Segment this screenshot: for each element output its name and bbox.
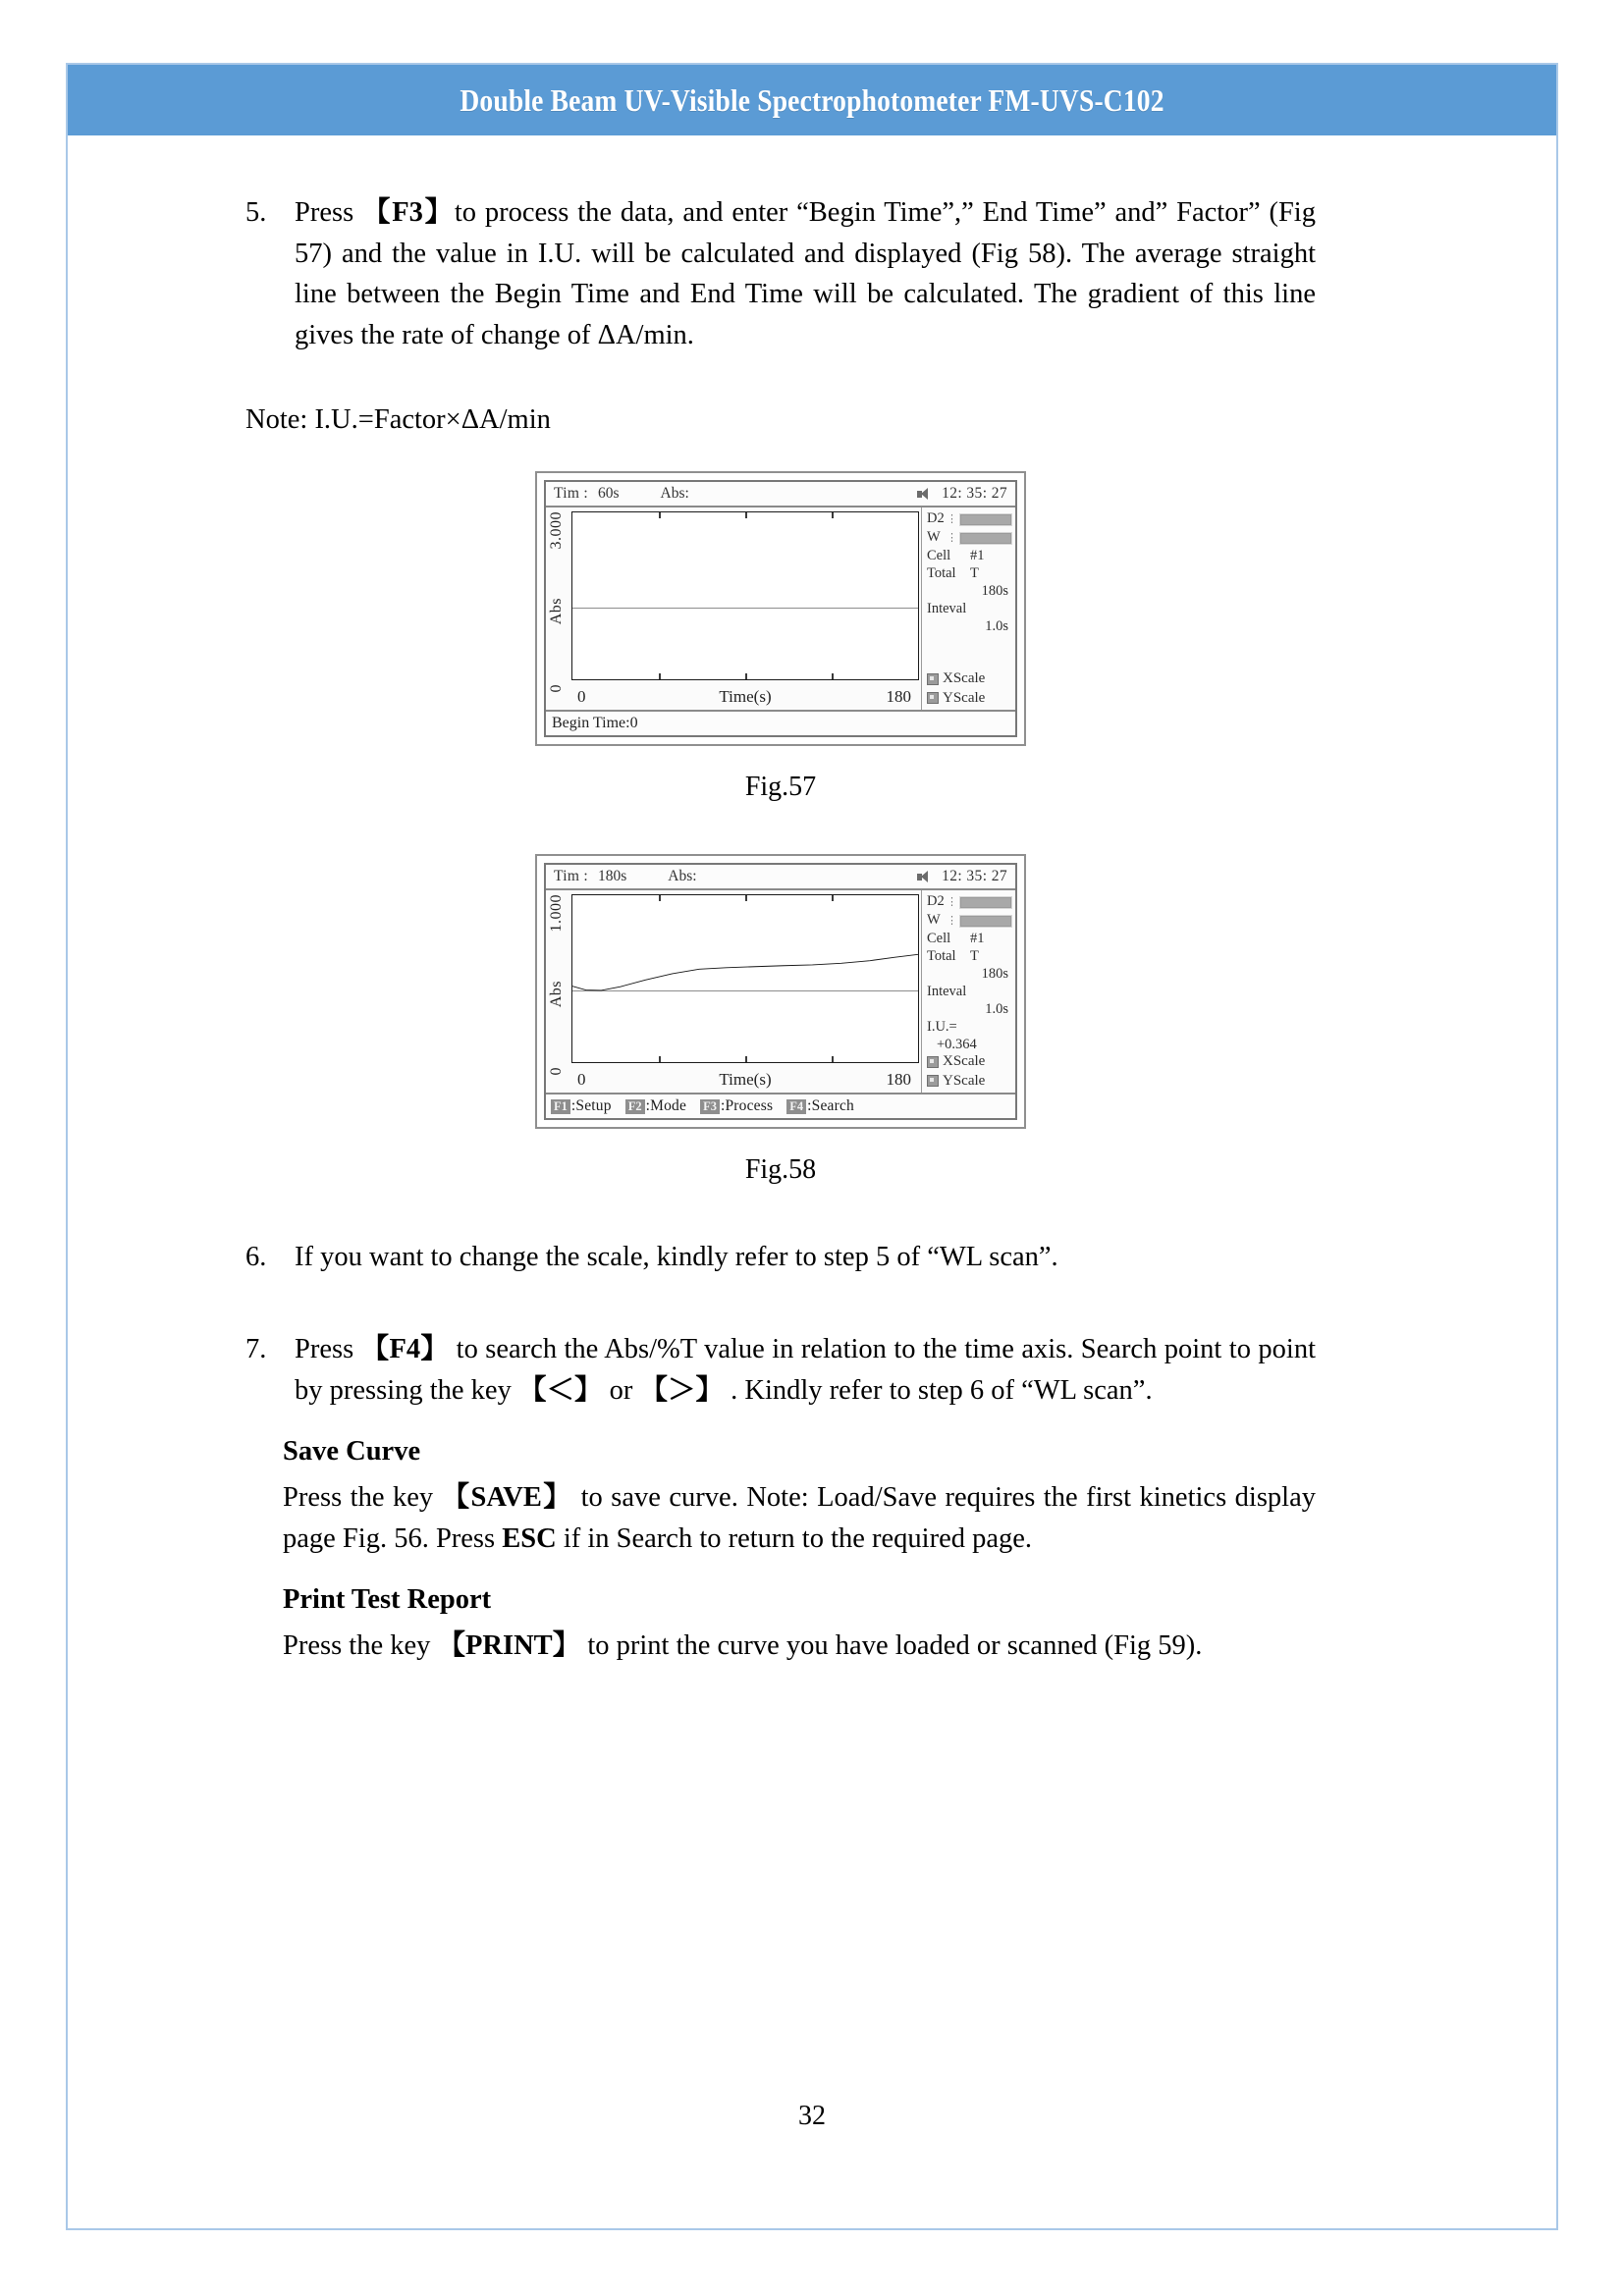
fig57-baseline [572,608,918,609]
fig58-clock: 12: 35: 27 [942,868,1007,885]
step-7-part5: or [602,1374,640,1406]
save-curve-paragraph [283,1477,1316,1559]
fig58-d2-lamp [927,893,1012,911]
fig58-abs-label: Abs: [668,868,697,885]
fkey-f1-tag: F1 [551,1099,570,1114]
fig57-total-label: Total [927,565,956,582]
save-curve-p3: if in Search to return to the required page. [556,1522,1033,1554]
fig58-iu-label: I.U.= [927,1019,957,1036]
step-5-text [295,192,1316,355]
fig58-total-value: 180s [981,966,1008,983]
fig58-y-axis-labels [548,890,569,1093]
fig57-caption: Fig.57 [744,772,817,803]
document-title: Double Beam UV-Visible Spectrophotometer FM-UVS-C102 [460,81,1164,118]
fig58-x-max-label: 180 [886,1070,911,1090]
fig58-total-label: Total [927,948,956,965]
note-line: Note: I.U.=Factor×ΔA/min [245,404,551,436]
fig57-d2-label: D2 [927,510,945,527]
xscale-checkbox-icon[interactable] [927,1056,939,1068]
fig57-cell-value: #1 [970,548,985,564]
save-curve-heading: Save Curve [283,1436,421,1468]
fig58-xscale-label: XScale [943,1053,986,1070]
d2-lamp-bar [959,513,1012,526]
fig57-yscale-toggle[interactable] [927,689,985,708]
fig57-xscale-toggle[interactable] [927,669,985,688]
step-7-number: 7. [245,1334,267,1365]
d2-switch-icon: ⋮ [947,512,957,525]
fig58-yscale-label: YScale [943,1072,986,1089]
step-5-part1: Press [295,197,363,228]
fig57-scale-toggles [927,668,985,707]
fkey-f2-tag: F2 [625,1099,645,1114]
fig57-total-unit: T [970,565,979,582]
w-lamp-bar [959,915,1012,928]
step-7-key-left: 【＜】 [517,1374,603,1406]
fig58-cell-value: #1 [970,931,985,947]
step-7 [245,1329,1316,1411]
save-curve-p1: Press the key [283,1482,442,1514]
spacer-between-steps [245,1278,1316,1329]
fig57-cell-label: Cell [927,548,951,564]
spacer-between-figures [245,803,1316,854]
fig57-lcd [544,480,1017,737]
print-key: 【PRINT】 [437,1630,581,1662]
yscale-checkbox-icon[interactable] [927,1075,939,1087]
fkey-f3-label: :Process [720,1097,774,1115]
fig58-side-panel [921,890,1015,1093]
w-switch-icon: ⋮ [947,914,957,927]
step-6 [245,1237,1316,1278]
fig57-w-label: W [927,529,941,546]
fig57-abs-label: Abs: [660,485,689,503]
fig57-x-axis-title: Time(s) [719,687,772,707]
fkey-f3[interactable] [700,1097,773,1115]
fig57-xscale-label: XScale [943,670,986,687]
fig57-y-axis-title: Abs [548,598,565,625]
step-7-part1: Press [295,1334,361,1365]
fig58-x-min-label: 0 [577,1070,586,1090]
fig57-d2-lamp [927,510,1012,528]
fig58-function-key-bar [546,1093,1015,1118]
fig58-y-min-label: 0 [548,1066,565,1076]
fig58-tim-label: Tim : [554,868,588,885]
fig58-status-top [546,865,1015,890]
fig58-y-axis-title: Abs [548,981,565,1008]
fig57-total-row [927,565,1012,583]
print-report-heading: Print Test Report [283,1584,492,1616]
fig57-tim-value: 60s [597,485,620,503]
fkey-f4[interactable] [786,1097,854,1115]
fig57-x-max-label: 180 [886,687,911,707]
save-key: 【SAVE】 [441,1482,573,1514]
fig58-x-axis-labels [571,1065,919,1091]
fig58-d2-label: D2 [927,893,945,910]
step-7-text [295,1329,1316,1411]
step-6-text: If you want to change the scale, kindly refer to step 5 of “WL scan”. [295,1242,1058,1273]
print-report-p1: Press the key [283,1630,438,1662]
step-5 [245,192,1316,355]
save-curve-p2: to save curve. Note: Load/Save requires the first kinetics display page Fig. 56. Press [283,1482,1316,1554]
fig58-xscale-toggle[interactable] [927,1052,985,1071]
fig58-w-label: W [927,912,941,929]
fkey-f1-label: :Setup [570,1097,612,1115]
fkey-f2-label: :Mode [645,1097,687,1115]
fig58-total-row [927,948,1012,966]
fig58-iu-value: +0.364 [937,1037,977,1053]
fig57-interval-label: Inteval [927,601,967,617]
fig58-total-unit: T [970,948,979,965]
fig58-tim-value: 180s [597,868,627,885]
fig57-clock: 12: 35: 27 [942,485,1007,503]
fig58-kinetics-curve [572,895,918,1062]
step-7-key-right: 【＞】 [639,1374,724,1406]
step-6-number: 6. [245,1242,267,1273]
fig57-plot-area [546,507,921,710]
fkey-f2[interactable] [625,1097,686,1115]
step-7-key-f4: 【F4】 [360,1334,450,1365]
fig58-caption: Fig.58 [744,1154,817,1186]
fig58-interval-label: Inteval [927,984,967,1000]
document-header-band [68,65,1556,135]
fig57-y-max-label: 3.000 [548,511,565,550]
speaker-icon [917,871,932,883]
print-report-paragraph [283,1626,1316,1667]
fig58-y-max-label: 1.000 [548,894,565,933]
fig57-interval-value: 1.0s [985,618,1008,635]
step-7-part7: . Kindly refer to step 6 of “WL scan”. [724,1374,1153,1406]
fig57-total-value: 180s [981,583,1008,600]
w-lamp-bar [959,532,1012,545]
fig58-x-axis-title: Time(s) [719,1070,772,1090]
fig58-lcd [544,863,1017,1120]
fig58-yscale-toggle[interactable] [927,1072,985,1091]
fig58-cell-label: Cell [927,931,951,947]
fkey-f1[interactable] [551,1097,612,1115]
fkey-f3-tag: F3 [700,1099,720,1114]
fig58-plot-area [546,890,921,1093]
fig58-cell-row [927,931,1012,948]
fkey-f4-label: :Search [807,1097,855,1115]
print-report-p2: to print the curve you have loaded or scanned (Fig 59). [580,1630,1203,1662]
fig57-x-axis-labels [571,682,919,708]
fig57-status-bar: Begin Time:0 [546,710,1015,735]
fig57-side-panel [921,507,1015,710]
step-5-number: 5. [245,197,267,228]
fig58-axes-box [571,894,919,1063]
spacer-above-fig57 [245,436,1316,471]
speaker-icon [917,488,932,501]
fig57-y-min-label: 0 [548,683,565,693]
yscale-checkbox-icon[interactable] [927,692,939,704]
fkey-f4-tag: F4 [786,1099,806,1114]
fig57-w-lamp [927,529,1012,547]
w-switch-icon: ⋮ [947,531,957,544]
print-report-section [283,1584,1316,1667]
fig58-scale-toggles [927,1051,985,1090]
fig58-interval-value: 1.0s [985,1001,1008,1018]
fig57-status-top [546,482,1015,507]
fig57-screenshot [535,471,1026,746]
d2-switch-icon: ⋮ [947,895,957,908]
fig57-x-min-label: 0 [577,687,586,707]
fig57-main [546,507,1015,710]
fig57-cell-row [927,548,1012,565]
step-7-part3: to search the Abs/%T value in relation to the time axis. Search point to point by pressing the key [295,1334,1316,1406]
fig57-yscale-label: YScale [943,689,986,706]
step-5-part3: to process the data, and enter “Begin Time”,” End Time” and” Factor” (Fig 57) and the value in I.U. will be calculated and displayed (Fig 58). The average straight line between the Begin Time and End Time will be calculated. The gradient of this line gives the rate of change of ΔA/min. [295,197,1316,350]
document-content [245,192,1316,1667]
esc-key: ESC [502,1522,557,1554]
fig58-screenshot [535,854,1026,1129]
fig58-w-lamp [927,912,1012,930]
spacer-below-fig58 [245,1186,1316,1237]
fig57-tim-label: Tim : [554,485,588,503]
page-number: 32 [798,2101,826,2131]
fig58-main [546,890,1015,1093]
d2-lamp-bar [959,896,1012,909]
xscale-checkbox-icon[interactable] [927,673,939,685]
step-5-key-f3: 【F3】 [362,197,455,228]
fig57-axes-box [571,511,919,680]
fig57-y-axis-labels [548,507,569,710]
save-curve-section [283,1436,1316,1559]
